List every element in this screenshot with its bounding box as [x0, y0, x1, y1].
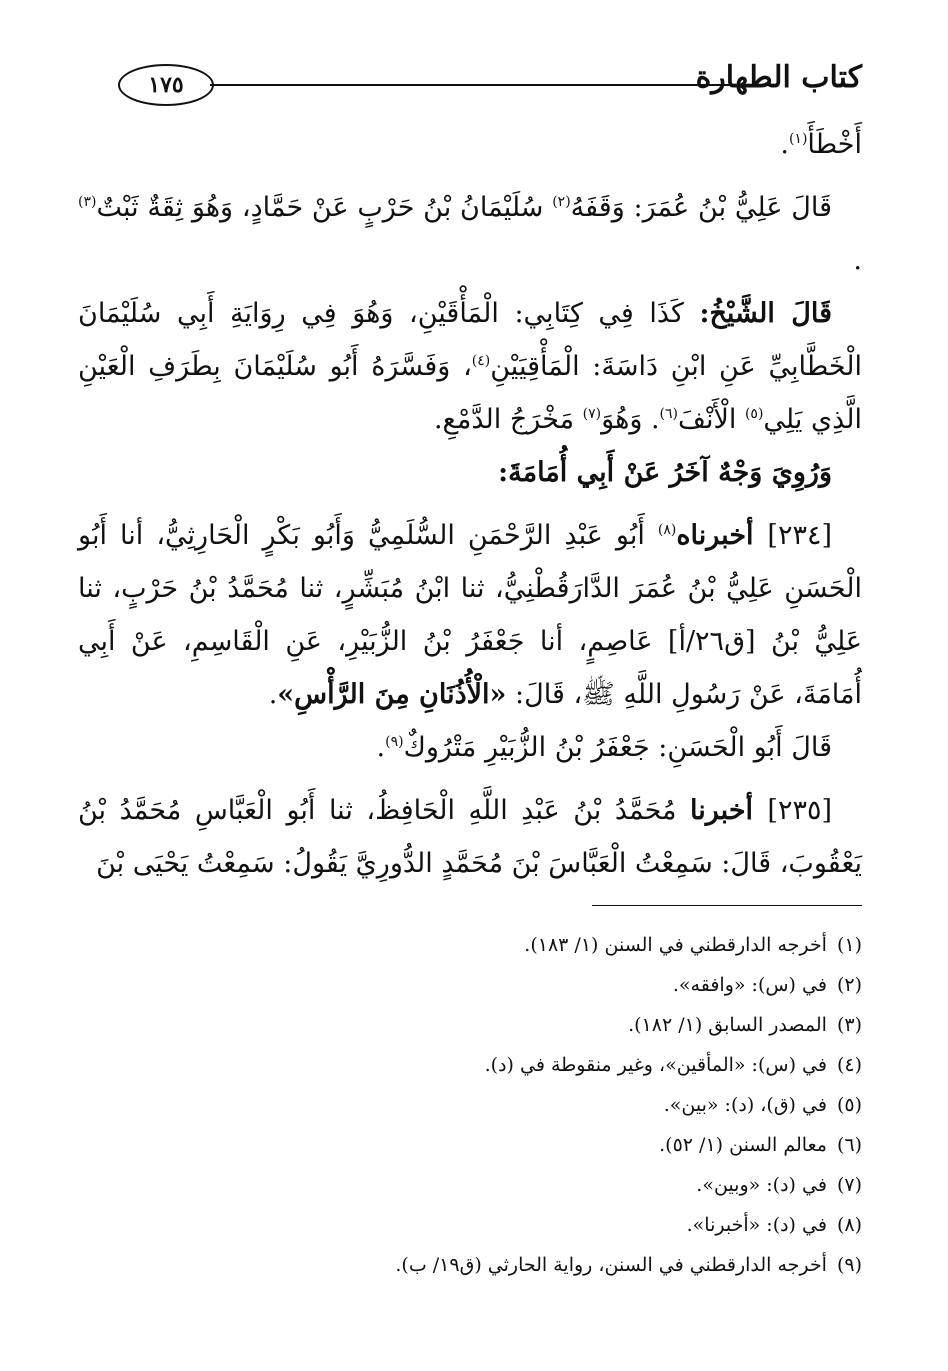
footnote [102, 965, 862, 1005]
footnote-ref[interactable]: (٣) [78, 194, 97, 210]
footnote-number: (٣) [836, 1014, 862, 1036]
footnote-number: (٨) [836, 1214, 862, 1236]
footnote-text: أخرجه الدارقطني في السنن (١/ ١٨٣). [524, 934, 827, 956]
text-run: مُحَمَّدُ بْنُ عَبْدِ اللَّهِ الْحَافِظُ، ثنا أَبُو الْعَبَّاسِ مُحَمَّدُ بْنُ يَعْقُوبَ، قَالَ: سَمِعْتُ الْعَبَّاسَ بْنَ مُحَمَّدٍ الدُّورِيَّ يَقُولُ: سَمِعْتُ يَحْيَى بْنَ [78, 795, 862, 879]
footnote-text: أخرجه الدارقطني في السنن، رواية الحارثي (ق١٩/ ب). [395, 1254, 827, 1276]
footnote-number: (٥) [836, 1094, 862, 1116]
text-run: قَالَ عَلِيُّ بْنُ عُمَرَ: وَقَفَهُ [570, 192, 832, 223]
hadith-paragraph [78, 784, 862, 890]
footnote [102, 925, 862, 965]
text-run: . [780, 129, 789, 160]
text-run: ، وَفَسَّرَهُ أَبُو سُلَيْمَانَ بِطَرَفِ الْعَيْنِ الَّذِي يَلِي [78, 351, 862, 435]
text-run: أَبُو عَبْدِ الرَّحْمَنِ السُّلَمِيُّ وَأَبُو بَكْرٍ الْحَارِثِيُّ، أنا أَبُو الْحَسَنِ عَلِيُّ بْنُ عُمَرَ الدَّارَقُطْنِيُّ، ثنا ابْنُ مُبَشِّرٍ، ثنا مُحَمَّدُ بْنُ حَرْبٍ، ثنا عَلِيُّ بْنُ [78, 520, 862, 657]
text-run: . وَهُوَ [601, 404, 660, 435]
footnote-ref[interactable]: (٧) [582, 406, 602, 422]
footnote-ref[interactable]: (٦) [659, 406, 678, 422]
paragraph [78, 181, 862, 287]
narration-lead: أخبرنا [690, 795, 768, 826]
footnote-number: (٤) [836, 1054, 862, 1076]
running-title: كتاب الطهارة [695, 60, 862, 95]
footnote [102, 1165, 862, 1205]
footnote [102, 1125, 862, 1165]
text-run: قَالَ أَبُو الْحَسَنِ: جَعْفَرُ بْنُ الزُّبَيْرِ مَتْرُوكٌ [403, 732, 832, 763]
paragraph [78, 118, 862, 171]
folio-marker: [ق٢٦/أ] [667, 626, 756, 657]
footnote [102, 1085, 862, 1125]
paragraph [78, 721, 862, 774]
hadith-quote: «الْأُذُنَانِ مِنَ الرَّأْسِ» [277, 679, 507, 710]
main-text [78, 118, 862, 890]
footnote-text: في (د): «أخبرنا». [686, 1214, 827, 1236]
text-run: . [853, 245, 862, 276]
footnote [102, 1005, 862, 1045]
footnote-number: (٧) [836, 1174, 862, 1196]
section-heading: وَرُوِيَ وَجْهٌ آخَرُ عَنْ أَبِي أُمَامَةَ: [498, 457, 832, 488]
footnote-ref[interactable]: (٩) [385, 734, 404, 750]
hadith-number: [٢٣٤] [767, 520, 832, 551]
footnote-text: في (س): «وافقه». [672, 974, 827, 996]
narration-lead: أخبرناه [676, 520, 768, 551]
text-run: كَذَا فِي كِتَابِي: الْمَأْقَيْنِ، وَهُوَ فِي رِوَايَةِ أَبِي سُلَيْمَانَ الْخَطَّابِيِّ عَنِ ابْنِ دَاسَةَ: الْمَأْقِيَيْنِ [78, 298, 862, 382]
footnote-text: معالم السنن (١/ ٥٢). [659, 1134, 827, 1156]
footnote-number: (٦) [836, 1134, 862, 1156]
footnote-ref[interactable]: (٨) [657, 522, 677, 538]
paragraph [78, 287, 862, 446]
footnote-separator [592, 905, 862, 906]
footnote-number: (٩) [836, 1254, 862, 1276]
text-run: عَاصِمٍ، أنا جَعْفَرُ بْنُ الزُّبَيْرِ، عَنِ الْقَاسِمِ، عَنْ أَبِي أُمَامَةَ، عَنْ رَسُولِ اللَّهِ ﷺ، قَالَ: [78, 626, 862, 710]
footnote-number: (٢) [836, 974, 862, 996]
footnote-number: (١) [836, 934, 862, 956]
page-header [118, 54, 862, 110]
text-run: الْأَنْفَ [678, 404, 745, 435]
text-run: أَخْطَأَ [807, 129, 862, 160]
footnote-text: في (د): «وبين». [696, 1174, 827, 1196]
footnotes [102, 925, 862, 1285]
footnote-ref[interactable]: (١) [788, 131, 808, 147]
page-number: ١٧٥ [118, 64, 214, 106]
hadith-number: [٢٣٥] [767, 795, 832, 826]
footnote-ref[interactable]: (٥) [744, 406, 764, 422]
speaker-label: قَالَ الشَّيْخُ: [699, 298, 832, 329]
footnote-text: المصدر السابق (١/ ١٨٢). [628, 1014, 827, 1036]
hadith-paragraph [78, 509, 862, 721]
footnote-text: في (ق)، (د): «بين». [663, 1094, 827, 1116]
header-rule [210, 84, 736, 86]
footnote [102, 1245, 862, 1285]
footnote [102, 1205, 862, 1245]
text-run: سُلَيْمَانُ بْنُ حَرْبٍ عَنْ حَمَّادٍ، وَهُوَ ثِقَةٌ ثَبْتٌ [96, 192, 553, 223]
text-run: مَخْرَجُ الدَّمْعِ. [433, 404, 583, 435]
text-run: . [376, 732, 386, 763]
footnote [102, 1045, 862, 1085]
footnote-ref[interactable]: (٤) [471, 353, 491, 369]
footnote-ref[interactable]: (٢) [552, 194, 571, 210]
footnote-text: في (س): «المأقين»، وغير منقوطة في (د). [484, 1054, 827, 1076]
text-run: . [268, 679, 278, 710]
